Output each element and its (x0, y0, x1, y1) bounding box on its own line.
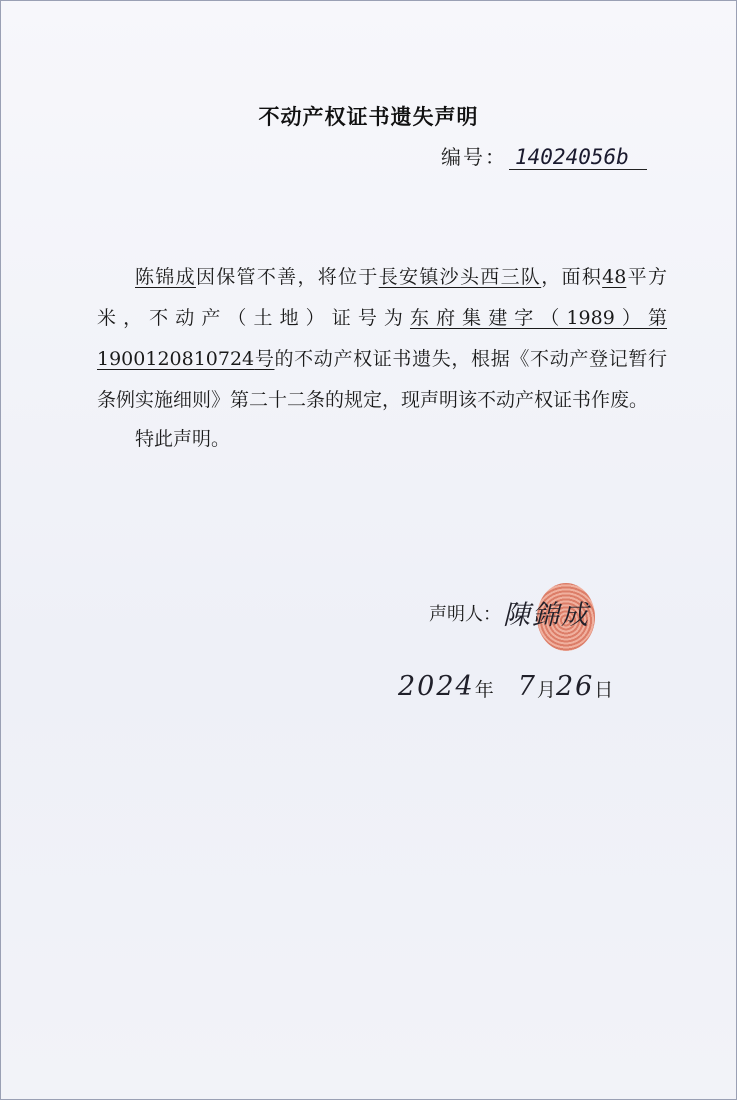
text-segment-3: 平方米，不动产（土地）证号为 (97, 266, 667, 329)
date-year-label: 年 (474, 679, 494, 701)
serial-label: 编号： (441, 145, 507, 169)
certificate-number: 东府集建字（1989）第 1900120810724 (97, 307, 667, 370)
serial-number (441, 141, 647, 170)
declaration-date (398, 671, 613, 702)
text-segment-2: ，面积 (541, 266, 603, 288)
date-day-label: 日 (594, 679, 614, 701)
date-month: 7 (517, 671, 537, 702)
date-day: 26 (555, 671, 595, 702)
serial-value: 14024056b (509, 145, 647, 170)
signer-line (429, 593, 590, 632)
owner-name: 陈锦成 (135, 266, 196, 288)
property-location: 長安镇沙头西三队 (378, 266, 542, 288)
text-segment-1: 因保管不善，将位于 (195, 266, 379, 288)
declaration-paragraph (97, 257, 667, 421)
date-year: 2024 (398, 671, 475, 702)
document-title: 不动产权证书遗失声明 (258, 105, 479, 129)
date-month-label: 月 (536, 679, 556, 701)
certificate-number-suffix: 号 (254, 348, 275, 370)
property-area: 48 (602, 266, 627, 288)
text-segment-4: 的不动产权证书遗失，根据《不动产登记暂行条例实施细则》第二十二条的规定，现声明该不动产权证书作废。 (97, 348, 667, 411)
handwritten-signature: 陳錦成 (503, 600, 590, 631)
declaration-body (97, 257, 667, 421)
closing-statement: 特此声明。 (135, 428, 231, 450)
signer-label: 声明人： (429, 603, 501, 625)
